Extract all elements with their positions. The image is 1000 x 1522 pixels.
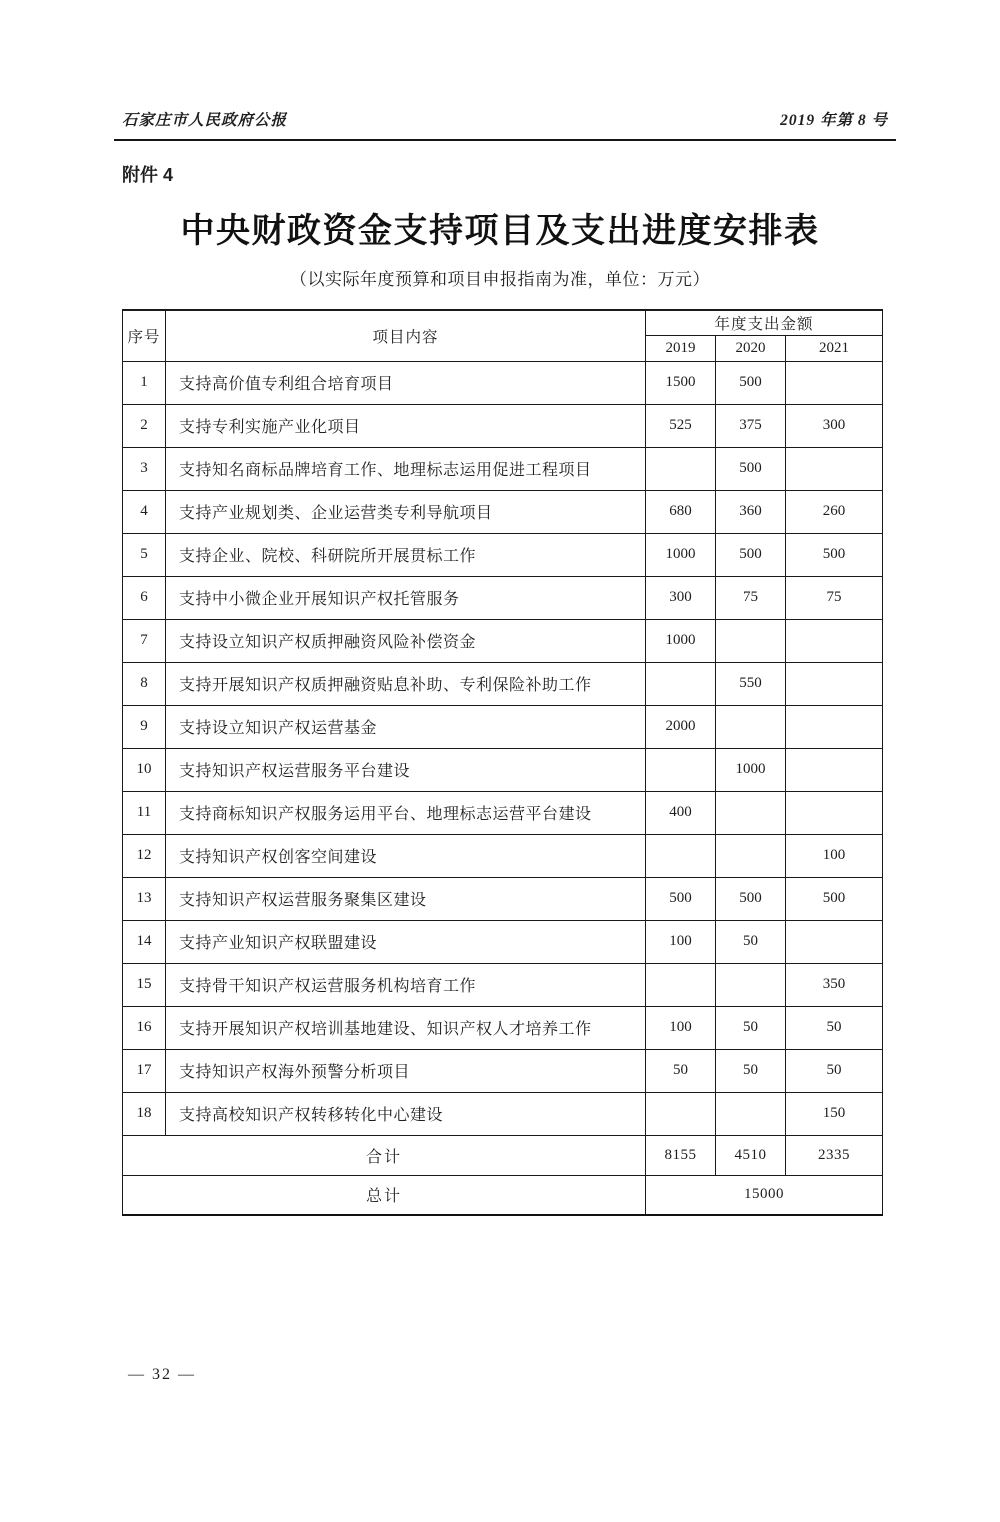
table-row xyxy=(123,404,883,447)
row-index-cell: 11 xyxy=(123,791,166,834)
row-2019-cell: 525 xyxy=(646,404,716,447)
row-2020-cell: 50 xyxy=(716,1049,786,1092)
row-2021-cell xyxy=(786,748,883,791)
row-content-cell: 支持高价值专利组合培育项目 xyxy=(166,361,646,404)
subtotal-label: 合计 xyxy=(123,1135,646,1175)
row-content-cell: 支持骨干知识产权运营服务机构培育工作 xyxy=(166,963,646,1006)
row-2020-cell: 500 xyxy=(716,447,786,490)
table-row xyxy=(123,748,883,791)
row-index-cell: 10 xyxy=(123,748,166,791)
header-year-2020: 2020 xyxy=(716,335,786,361)
row-index-cell: 8 xyxy=(123,662,166,705)
row-2020-cell xyxy=(716,963,786,1006)
header-row-1 xyxy=(123,310,883,335)
row-2019-cell: 1000 xyxy=(646,619,716,662)
row-2019-cell: 1500 xyxy=(646,361,716,404)
table-row xyxy=(123,877,883,920)
row-2021-cell: 350 xyxy=(786,963,883,1006)
gazette-page xyxy=(0,108,1000,1522)
row-content-cell: 支持开展知识产权培训基地建设、知识产权人才培养工作 xyxy=(166,1006,646,1049)
publication-name: 石家庄市人民政府公报 xyxy=(122,112,288,129)
row-2021-cell xyxy=(786,920,883,963)
row-index-cell: 17 xyxy=(123,1049,166,1092)
table-row xyxy=(123,447,883,490)
row-2021-cell: 500 xyxy=(786,533,883,576)
row-content-cell: 支持产业规划类、企业运营类专利导航项目 xyxy=(166,490,646,533)
row-2021-cell xyxy=(786,705,883,748)
table-row xyxy=(123,834,883,877)
row-index-cell: 1 xyxy=(123,361,166,404)
row-2021-cell: 300 xyxy=(786,404,883,447)
row-index-cell: 5 xyxy=(123,533,166,576)
row-2021-cell xyxy=(786,361,883,404)
attachment-label: 附件 4 xyxy=(122,165,174,185)
row-index-cell: 18 xyxy=(123,1092,166,1135)
row-2020-cell: 500 xyxy=(716,533,786,576)
row-2020-cell xyxy=(716,791,786,834)
row-2019-cell: 100 xyxy=(646,1006,716,1049)
row-2019-cell xyxy=(646,447,716,490)
row-2020-cell xyxy=(716,834,786,877)
row-2021-cell: 75 xyxy=(786,576,883,619)
row-2020-cell: 50 xyxy=(716,920,786,963)
row-2020-cell: 500 xyxy=(716,361,786,404)
table-row xyxy=(123,791,883,834)
row-2021-cell xyxy=(786,447,883,490)
table-row xyxy=(123,1092,883,1135)
row-index-cell: 9 xyxy=(123,705,166,748)
row-index-cell: 16 xyxy=(123,1006,166,1049)
header-index: 序号 xyxy=(123,310,166,361)
table-row xyxy=(123,920,883,963)
header-year-2021: 2021 xyxy=(786,335,883,361)
row-content-cell: 支持产业知识产权联盟建设 xyxy=(166,920,646,963)
row-index-cell: 3 xyxy=(123,447,166,490)
row-2021-cell: 50 xyxy=(786,1006,883,1049)
row-2021-cell xyxy=(786,619,883,662)
row-content-cell: 支持知识产权运营服务平台建设 xyxy=(166,748,646,791)
row-content-cell: 支持商标知识产权服务运用平台、地理标志运营平台建设 xyxy=(166,791,646,834)
row-content-cell: 支持高校知识产权转移转化中心建设 xyxy=(166,1092,646,1135)
row-content-cell: 支持设立知识产权质押融资风险补偿资金 xyxy=(166,619,646,662)
row-content-cell: 支持知识产权创客空间建设 xyxy=(166,834,646,877)
table-row xyxy=(123,662,883,705)
table-totals xyxy=(123,1135,883,1215)
total-value: 15000 xyxy=(646,1175,883,1215)
row-2021-cell: 150 xyxy=(786,1092,883,1135)
document-title: 中央财政资金支持项目及支出进度安排表 xyxy=(180,213,820,250)
page-number: — 32 — xyxy=(128,1366,196,1383)
row-2020-cell: 500 xyxy=(716,877,786,920)
row-2019-cell: 100 xyxy=(646,920,716,963)
table-row xyxy=(123,576,883,619)
total-label: 总计 xyxy=(123,1175,646,1215)
row-2021-cell: 50 xyxy=(786,1049,883,1092)
row-2021-cell: 260 xyxy=(786,490,883,533)
row-2020-cell xyxy=(716,705,786,748)
table-body xyxy=(123,361,883,1135)
row-2020-cell: 1000 xyxy=(716,748,786,791)
row-2021-cell xyxy=(786,662,883,705)
row-2021-cell xyxy=(786,791,883,834)
row-content-cell: 支持知名商标品牌培育工作、地理标志运用促进工程项目 xyxy=(166,447,646,490)
row-2019-cell: 50 xyxy=(646,1049,716,1092)
row-2020-cell: 50 xyxy=(716,1006,786,1049)
row-2020-cell: 360 xyxy=(716,490,786,533)
subtotal-row xyxy=(123,1135,883,1175)
table-row xyxy=(123,1049,883,1092)
budget-table xyxy=(122,309,883,1216)
row-2019-cell: 300 xyxy=(646,576,716,619)
row-2021-cell: 500 xyxy=(786,877,883,920)
table-row xyxy=(123,361,883,404)
table-row xyxy=(123,1006,883,1049)
row-2019-cell xyxy=(646,963,716,1006)
row-index-cell: 13 xyxy=(123,877,166,920)
row-content-cell: 支持知识产权运营服务聚集区建设 xyxy=(166,877,646,920)
issue-number: 2019 年第 8 号 xyxy=(780,112,888,129)
row-2020-cell: 375 xyxy=(716,404,786,447)
table-header xyxy=(123,310,883,361)
row-index-cell: 4 xyxy=(123,490,166,533)
row-2019-cell: 400 xyxy=(646,791,716,834)
row-content-cell: 支持设立知识产权运营基金 xyxy=(166,705,646,748)
row-content-cell: 支持开展知识产权质押融资贴息补助、专利保险补助工作 xyxy=(166,662,646,705)
row-2020-cell xyxy=(716,619,786,662)
header-content: 项目内容 xyxy=(166,310,646,361)
row-content-cell: 支持企业、院校、科研院所开展贯标工作 xyxy=(166,533,646,576)
row-2020-cell xyxy=(716,1092,786,1135)
document-subtitle: （以实际年度预算和项目申报指南为准，单位：万元） xyxy=(290,270,710,289)
row-2019-cell xyxy=(646,1092,716,1135)
row-2019-cell xyxy=(646,662,716,705)
row-2019-cell xyxy=(646,834,716,877)
row-2019-cell xyxy=(646,748,716,791)
row-index-cell: 15 xyxy=(123,963,166,1006)
row-index-cell: 2 xyxy=(123,404,166,447)
row-2020-cell: 75 xyxy=(716,576,786,619)
header-year-2019: 2019 xyxy=(646,335,716,361)
row-2019-cell: 1000 xyxy=(646,533,716,576)
row-content-cell: 支持专利实施产业化项目 xyxy=(166,404,646,447)
subtotal-2019: 8155 xyxy=(646,1135,716,1175)
subtotal-2020: 4510 xyxy=(716,1135,786,1175)
table-row xyxy=(123,619,883,662)
row-2019-cell: 500 xyxy=(646,877,716,920)
subtotal-2021: 2335 xyxy=(786,1135,883,1175)
table-row xyxy=(123,490,883,533)
total-row xyxy=(123,1175,883,1215)
table-row xyxy=(123,705,883,748)
row-2020-cell: 550 xyxy=(716,662,786,705)
row-index-cell: 12 xyxy=(123,834,166,877)
row-content-cell: 支持中小微企业开展知识产权托管服务 xyxy=(166,576,646,619)
row-2021-cell: 100 xyxy=(786,834,883,877)
masthead xyxy=(114,108,896,141)
table-row xyxy=(123,963,883,1006)
row-2019-cell: 2000 xyxy=(646,705,716,748)
row-index-cell: 6 xyxy=(123,576,166,619)
row-2019-cell: 680 xyxy=(646,490,716,533)
row-index-cell: 14 xyxy=(123,920,166,963)
row-content-cell: 支持知识产权海外预警分析项目 xyxy=(166,1049,646,1092)
header-annual-group: 年度支出金额 xyxy=(646,310,883,335)
row-index-cell: 7 xyxy=(123,619,166,662)
table-row xyxy=(123,533,883,576)
